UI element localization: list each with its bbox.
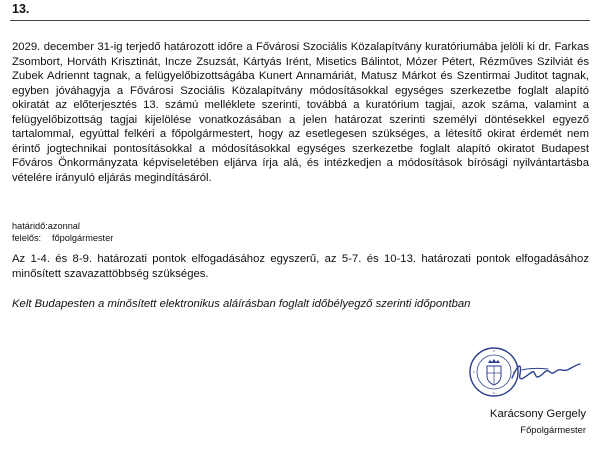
majority-note: Az 1-4. és 8-9. határozati pontok elfogadásához egyszerű, az 5-7. és 10-13. határozati pontok elfogadásához minősített szavazattöbbség szükséges. (12, 253, 589, 280)
deadline-label: határidő: (12, 221, 48, 231)
item-number: 13. (12, 2, 30, 16)
signer-name: Karácsony Gergely (489, 408, 586, 420)
responsible-value: főpolgármester (52, 233, 114, 243)
deadline-value: azonnal (47, 221, 80, 231)
signature-timestamp-note: Kelt Budapesten a minősített elektronikus aláírásban foglalt időbélyegző szerinti időpontban (12, 298, 471, 310)
header-divider (10, 20, 590, 21)
responsible-line (12, 232, 113, 244)
responsible-label: felelős: (12, 233, 42, 243)
handwritten-signature (508, 356, 584, 390)
signer-title: Főpolgármester (520, 424, 586, 435)
resolution-text: 2029. december 31-ig terjedő határozott időre a Fővárosi Szociális Közalapítvány kuratóriumába jelöli ki dr. Farkas Zsombort, Horváth Krisztinát, Incze Zsuzsát, Kártyás Irént, Misetics Bálintot, Mózer Pétert, Rézműves Szilviát és Zubek Adriennt tagnak, a felügyelőbizottságába Kunert Annamáriát, Matusz Márkot és Szentirmai Juditot tagnak, egyben jóváhagyja a Fővárosi Szociális Közalapítvány módosításokkal egységes szerkezetbe foglalt alapító okiratát az előterjesztés 13. számú melléklete szerinti, továbbá a kuratórium tagjai, azok száma, valamint a felügyelőbizottság tagjai kijelölése vonatkozásában a jelen határozat szerinti személyi döntésekkel egyező tartalommal, egyúttal felkéri a főpolgármestert, hogy az esetlegesen szükséges, a létesítő okirat érdemét nem érintő jogtechnikai pontosításokkal a módosításokkal egységes szerkezetbe foglalt alapító okiratot Budapest Főváros Önkormányzata képviseletében eljárva írja alá, és intézkedjen a módosítások bírósági nyilvántartásba vételére irányuló eljárás megindításáról. (12, 41, 589, 184)
deadline-line (12, 220, 80, 232)
